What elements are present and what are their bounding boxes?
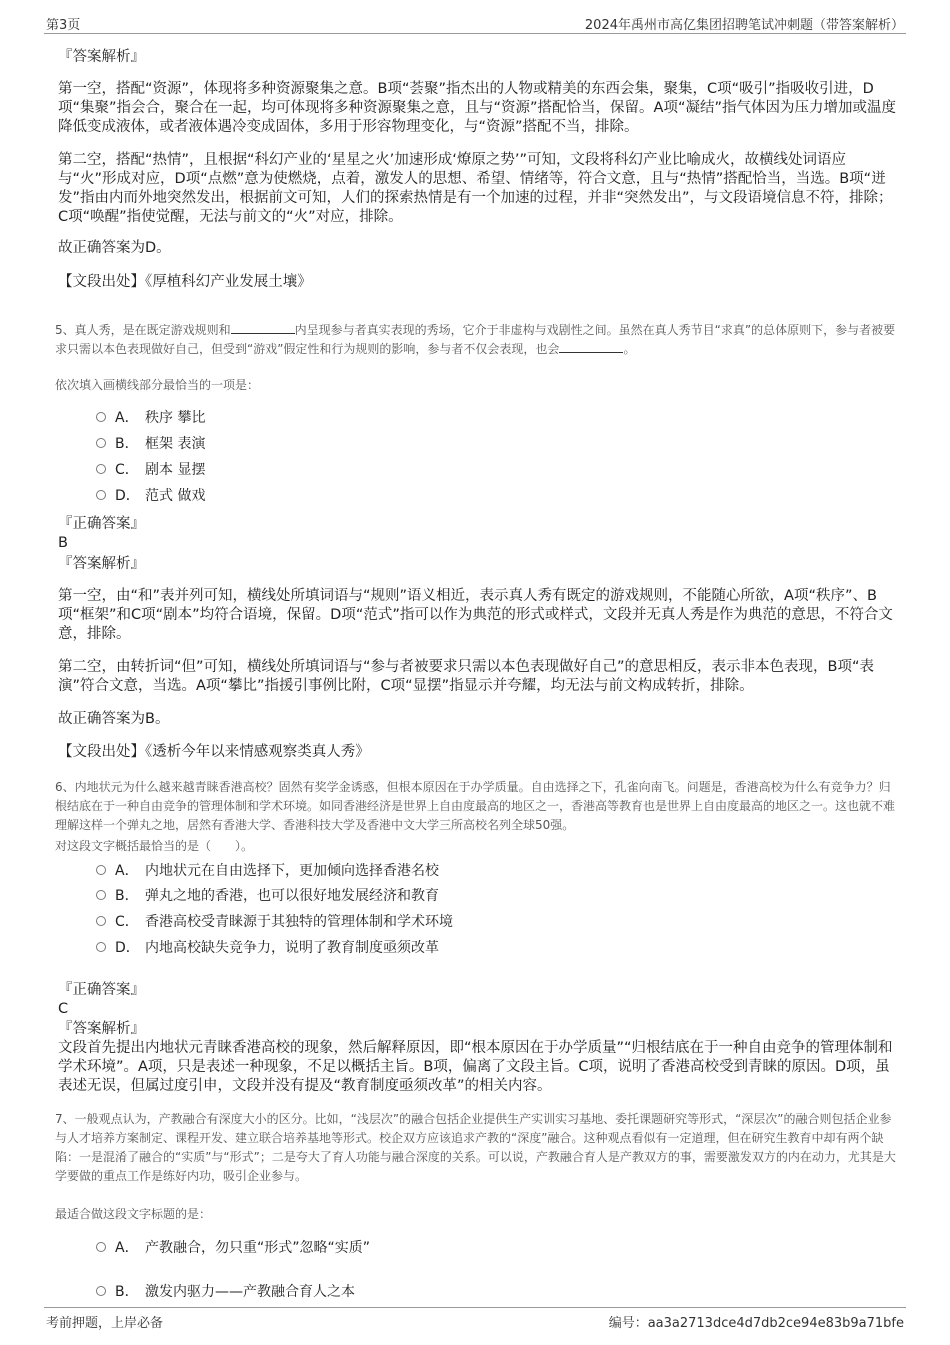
document-title: 2024年禹州市高亿集团招聘笔试冲刺题（带答案解析） [584,18,904,33]
radio-icon[interactable] [96,1286,106,1296]
q7-prompt: 最适合做这段文字标题的是： [55,1207,212,1221]
q6-option-a[interactable]: A． 内地状元在自由选择下，更加倾向选择香港名校 [96,862,439,881]
radio-icon[interactable] [96,412,106,422]
q6-prompt: 对这段文字概括最恰当的是（ ）。 [55,839,254,853]
q6-option-c[interactable]: C． 香港高校受青睐源于其独特的管理体制和学术环境 [96,913,453,932]
radio-icon[interactable] [96,916,106,926]
q6-analysis-p1: 文段首先提出内地状元青睐香港高校的现象，然后解释原因，即“根本原因在于办学质量”“归根结底在于一种自由竞争的管理体制和学术环境”。A项，只是表述一种现象，不足以概括主旨。B项，偏离了文段主旨。C项，说明了香港高校受到青睐的原因。D项，虽表述无误，但属过度引申，文段并没有提及“教育制度亟须改革”的相关内容。 [58,1040,893,1094]
q5-conclusion: 故正确答案为B。 [58,711,170,727]
q5-correct-answer: B [58,535,68,551]
q5-analysis-label: 『答案解析』 [58,556,145,572]
q7-option-a[interactable]: A． 产教融合，勿只重“形式”忽略“实质” [96,1239,370,1258]
footer-divider [44,1307,906,1308]
q6-analysis-label: 『答案解析』 [58,1021,145,1037]
radio-icon[interactable] [96,490,106,500]
q5-option-c[interactable]: C． 剧本 显摆 [96,461,205,480]
q4-analysis-p2: 第二空，搭配“热情”，且根据“科幻产业的‘星星之火’加速形成‘燎原之势’”可知，文段将科幻产业比喻成火，故横线处词语应与“火”形成对应，D项“点燃”意为使燃烧，点着，激发人的思想、希望、情绪等，符合文意，且与“热情”搭配恰当，当选。B项“迸发”指由内而外地突然发出，根据前文可知，人们的探索热情是有一个加速的过程，并非“突然发出”，与文段语境信息不符，排除；C项“唤醒”指使觉醒，无法与前文的“火”对应，排除。 [58,152,893,225]
q5-prompt: 依次填入画横线部分最恰当的一项是： [55,378,260,392]
q4-source: 【文段出处】《厚植科幻产业发展土壤》 [58,274,312,290]
footer-code: 编号：aa3a2713dce4d7db2ce94e83b9a71bfe [608,1316,904,1331]
header-divider [44,33,906,34]
q4-analysis-p1: 第一空，搭配“资源”，体现将多种资源聚集之意。B项“荟聚”指杰出的人物或精美的东西会集，聚集，C项“吸引”指吸收引进，D项“集聚”指会合，聚合在一起，均可体现将多种资源聚集之意，且与“资源”搭配恰当，保留。A项“凝结”指气体因为压力增加或温度降低变成液体，或者液体遇冷变成固体，多用于形容物理变化，与“资源”搭配不当，排除。 [58,81,896,135]
q7-stem: 7、一般观点认为，产教融合有深度大小的区分。比如，“浅层次”的融合包括企业提供生产实训实习基地、委托课题研究等形式，“深层次”的融合则包括企业参与人才培养方案制定、课程开发、建立联合培养基地等形式。校企双方应该追求产教的“深度”融合。这种观点看似有一定道理，但在研究生教育中却有两个缺陷：一是混淆了融合的“实质”与“形式”；二是夸大了育人功能与融合深度的关系。可以说，产教融合育人是产教双方的事，需要激发双方的内在动力，尤其是大学要做的重点工作是练好内功，吸引企业参与。 [55,1112,896,1183]
q6-correct-label: 『正确答案』 [58,982,145,998]
radio-icon[interactable] [96,438,106,448]
radio-icon[interactable] [96,942,106,952]
q5-correct-label: 『正确答案』 [58,516,145,532]
q5-blank-1 [231,321,295,334]
q5-blank-2 [559,340,623,353]
q5-stem: 5、真人秀，是在既定游戏规则和 内呈现参与者真实表现的秀场，它介于非虚构与戏剧性之间。虽然在真人秀节目“求真”的总体原则下，参与者被要求只需以本色表现做好自己，但受到“游戏”假定性和行为规则的影响，参与者不仅会表现，也会 。 [55,323,896,356]
radio-icon[interactable] [96,1242,106,1252]
q6-stem: 6、内地状元为什么越来越青睐香港高校？固然有奖学金诱惑，但根本原因在于办学质量。自由选择之下，孔雀向南飞。问题是，香港高校为什么有竞争力？归根结底在于一种自由竞争的管理体制和学术环境。如同香港经济是世界上自由度最高的地区之一，香港高等教育也是世界上自由度最高的地区之一。这也就不难理解这样一个弹丸之地，居然有香港大学、香港科技大学及香港中文大学三所高校名列全球50强。 [55,780,896,832]
q4-analysis-label: 『答案解析』 [58,49,145,65]
q6-option-b[interactable]: B． 弹丸之地的香港，也可以很好地发展经济和教育 [96,887,439,906]
q5-analysis-p2: 第二空，由转折词“但”可知，横线处所填词语与“参与者被要求只需以本色表现做好自己”的意思相反，表示非本色表现，B项“表演”符合文意，当选。A项“攀比”指援引事例比附，C项“显摆”指显示并夸耀，均无法与前文构成转折，排除。 [58,659,875,694]
q4-conclusion: 故正确答案为D。 [58,240,171,256]
footer-slogan: 考前押题，上岸必备 [46,1316,164,1331]
q5-option-d[interactable]: D． 范式 做戏 [96,487,205,506]
q6-option-d[interactable]: D． 内地高校缺失竞争力，说明了教育制度亟须改革 [96,939,439,958]
page-number: 第3页 [46,18,81,33]
radio-icon[interactable] [96,464,106,474]
q6-correct-answer: C [58,1001,69,1017]
q5-option-b[interactable]: B． 框架 表演 [96,435,205,454]
q5-analysis-p1: 第一空，由“和”表并列可知，横线处所填词语与“规则”语义相近，表示真人秀有既定的游戏规则，不能随心所欲，A项“秩序”、B项“框架”和C项“剧本”均符合语境，保留。D项“范式”指可以作为典范的形式或样式，文段并无真人秀是作为典范的意思，不符合文意，排除。 [58,588,893,642]
radio-icon[interactable] [96,865,106,875]
q5-source: 【文段出处】《透析今年以来情感观察类真人秀》 [58,744,370,760]
radio-icon[interactable] [96,890,106,900]
q5-option-a[interactable]: A． 秩序 攀比 [96,409,205,428]
q7-option-b[interactable]: B． 激发内驱力——产教融合育人之本 [96,1283,355,1302]
